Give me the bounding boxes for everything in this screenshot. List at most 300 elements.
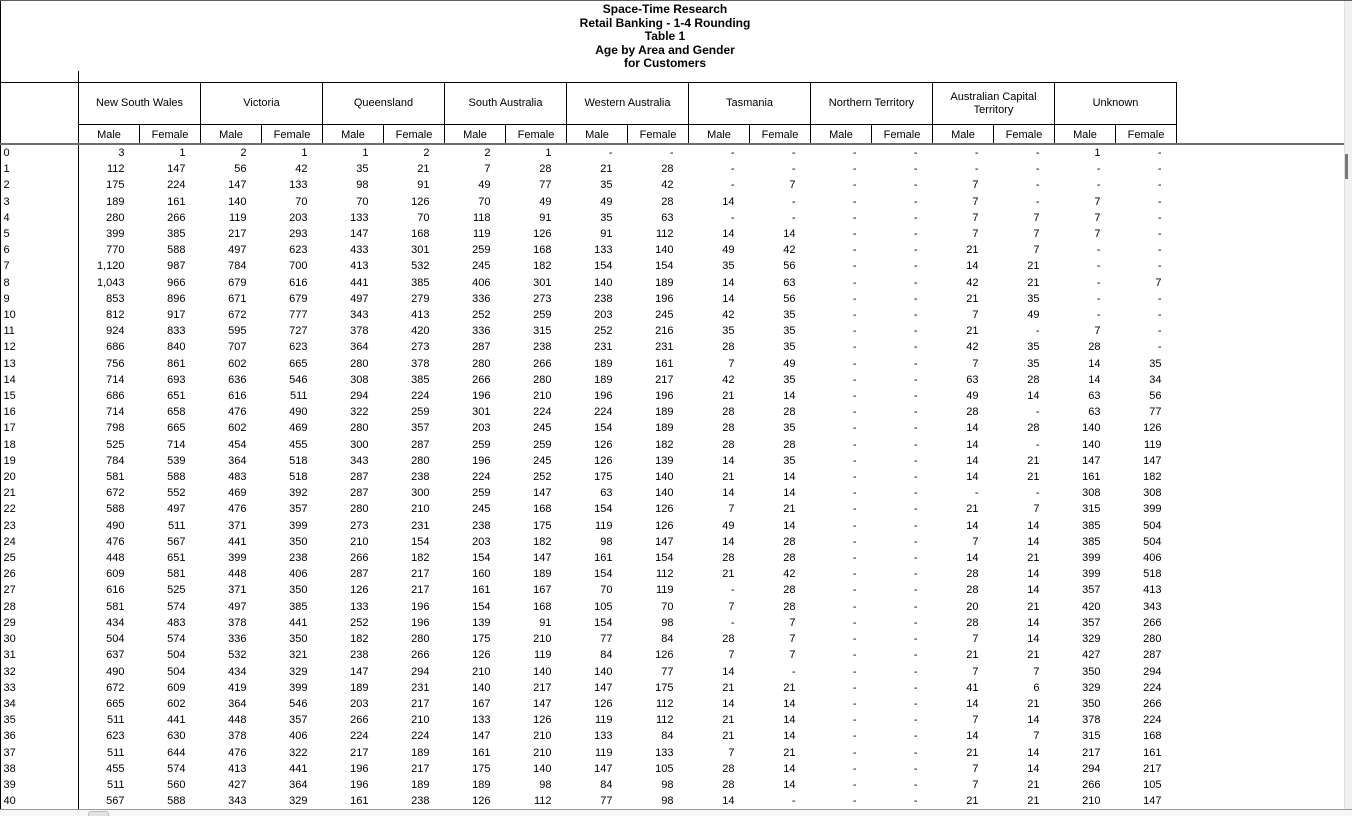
value-cell: 217 (411, 697, 430, 710)
value-cell: - (913, 519, 918, 532)
table-row (1, 728, 1177, 744)
value-cell: 588 (106, 503, 125, 516)
value-cell: 371 (228, 519, 247, 532)
value-cell: 385 (1082, 535, 1101, 548)
value-cell: 329 (1082, 633, 1101, 646)
value-cell: 651 (167, 552, 186, 565)
value-cell: 126 (1143, 422, 1162, 435)
value-cell: 21 (1027, 454, 1040, 467)
value-cell: 175 (106, 179, 125, 192)
value-cell: 322 (289, 746, 308, 759)
value-cell: 14 (966, 519, 979, 532)
value-cell: - (791, 665, 796, 678)
value-cell: 203 (472, 535, 491, 548)
value-cell: - (1035, 406, 1040, 419)
value-cell: 175 (655, 681, 674, 694)
value-cell: 14 (1027, 714, 1040, 727)
value-cell: 343 (350, 309, 369, 322)
value-cell: 7 (1094, 195, 1101, 208)
value-cell: 210 (350, 535, 369, 548)
value-cell: 105 (594, 600, 613, 613)
value-cell: 161 (594, 552, 613, 565)
value-cell: 28 (783, 438, 796, 451)
value-cell: - (913, 697, 918, 710)
value-cell: 14 (783, 390, 796, 403)
value-cell: 210 (411, 503, 430, 516)
value-cell: 140 (594, 276, 613, 289)
value-cell: 518 (1143, 568, 1162, 581)
value-cell: 679 (228, 276, 247, 289)
value-cell: 14 (966, 438, 979, 451)
value-cell: 727 (289, 325, 308, 338)
gender-subheader: Female (750, 125, 811, 146)
value-cell: 133 (594, 244, 613, 257)
value-cell: 14 (1027, 616, 1040, 629)
value-cell: 560 (167, 778, 186, 791)
value-cell: - (913, 390, 918, 403)
value-cell: 280 (472, 357, 491, 370)
value-cell: 189 (655, 422, 674, 435)
value-cell: 427 (228, 778, 247, 791)
value-cell: 3 (118, 147, 125, 159)
value-cell: 406 (289, 568, 308, 581)
value-cell: 216 (655, 325, 674, 338)
table-row (1, 566, 1177, 582)
value-cell: - (1096, 179, 1101, 192)
value-cell: 245 (533, 422, 552, 435)
value-cell: - (913, 325, 918, 338)
value-cell: 238 (594, 292, 613, 305)
value-cell: 574 (167, 633, 186, 646)
value-cell: 546 (289, 373, 308, 386)
value-cell: - (1157, 341, 1162, 354)
value-cell: 798 (106, 422, 125, 435)
age-label: 3 (3, 195, 10, 208)
age-label: 29 (3, 616, 16, 629)
value-cell: 98 (661, 778, 674, 791)
value-cell: 175 (472, 633, 491, 646)
value-cell: 315 (1082, 503, 1101, 516)
value-cell: 245 (533, 454, 552, 467)
age-label: 36 (3, 730, 16, 743)
value-cell: 504 (106, 633, 125, 646)
value-cell: 287 (472, 341, 491, 354)
value-cell: 966 (167, 276, 186, 289)
value-cell: 833 (167, 325, 186, 338)
value-cell: 147 (1143, 454, 1162, 467)
value-cell: 455 (106, 762, 125, 775)
age-column-rule (78, 71, 79, 810)
age-label: 33 (3, 681, 16, 694)
value-cell: 476 (228, 503, 247, 516)
value-cell: 301 (533, 276, 552, 289)
value-cell: 119 (594, 746, 613, 759)
value-cell: 532 (228, 649, 247, 662)
value-cell: 231 (594, 341, 613, 354)
value-cell: 644 (167, 746, 186, 759)
value-cell: 623 (289, 341, 308, 354)
age-label: 7 (3, 260, 10, 273)
age-label: 8 (3, 276, 10, 289)
value-cell: 147 (533, 697, 552, 710)
value-cell: 511 (106, 778, 125, 791)
value-cell: 14 (722, 487, 735, 500)
value-cell: 7 (972, 535, 979, 548)
value-cell: 7 (972, 309, 979, 322)
value-cell: - (1157, 195, 1162, 208)
value-cell: 238 (411, 795, 430, 808)
value-cell: - (852, 584, 857, 597)
value-cell: 777 (289, 309, 308, 322)
value-cell: 140 (655, 244, 674, 257)
value-cell: - (791, 147, 796, 159)
value-cell: 350 (1082, 665, 1101, 678)
horizontal-scrollbar[interactable] (0, 809, 1352, 816)
value-cell: - (852, 341, 857, 354)
value-cell: 420 (1082, 600, 1101, 613)
value-cell: 686 (106, 390, 125, 403)
value-cell: 28 (661, 195, 674, 208)
value-cell: 476 (228, 746, 247, 759)
value-cell: 161 (167, 195, 186, 208)
value-cell: 280 (1143, 633, 1162, 646)
value-cell: 28 (966, 406, 979, 419)
value-cell: 196 (655, 292, 674, 305)
value-cell: - (913, 406, 918, 419)
value-cell: 7 (789, 616, 796, 629)
value-cell: 154 (655, 260, 674, 273)
value-cell: 7 (972, 357, 979, 370)
value-cell: - (852, 552, 857, 565)
value-cell: 217 (411, 584, 430, 597)
value-cell: - (730, 616, 735, 629)
value-cell: 168 (533, 600, 552, 613)
value-cell: 14 (1027, 535, 1040, 548)
value-cell: 1 (1094, 147, 1101, 159)
value-cell: 1 (301, 147, 308, 159)
vertical-scrollbar-thumb[interactable] (1345, 154, 1348, 179)
value-cell: 378 (411, 357, 430, 370)
value-cell: 588 (167, 795, 186, 808)
value-cell: 364 (228, 454, 247, 467)
value-cell: 154 (594, 422, 613, 435)
value-cell: 154 (472, 552, 491, 565)
value-cell: 231 (411, 519, 430, 532)
value-cell: 7 (1094, 325, 1101, 338)
value-cell: 147 (1143, 795, 1162, 808)
value-cell: 665 (167, 422, 186, 435)
value-cell: 581 (106, 600, 125, 613)
area-group-header: Tasmania (689, 83, 811, 125)
value-cell: 14 (1027, 390, 1040, 403)
value-cell: - (1096, 244, 1101, 257)
value-cell: 266 (167, 211, 186, 224)
age-column-header (1, 83, 79, 146)
horizontal-scrollbar-thumb[interactable] (88, 811, 109, 816)
value-cell: 112 (655, 714, 674, 727)
value-cell: 77 (1149, 406, 1162, 419)
value-cell: - (1157, 292, 1162, 305)
value-cell: - (1096, 309, 1101, 322)
value-cell: 840 (167, 341, 186, 354)
value-cell: 84 (600, 778, 613, 791)
value-cell: 266 (472, 373, 491, 386)
value-cell: 245 (472, 260, 491, 273)
value-cell: - (852, 195, 857, 208)
table-left-border (0, 1, 1, 810)
value-cell: 672 (106, 487, 125, 500)
value-cell: - (791, 195, 796, 208)
value-cell: 14 (966, 697, 979, 710)
value-cell: 63 (1088, 406, 1101, 419)
age-label: 1 (3, 163, 10, 176)
value-cell: 140 (1082, 422, 1101, 435)
value-cell: 7 (789, 179, 796, 192)
value-cell: 651 (167, 390, 186, 403)
value-cell: 196 (472, 390, 491, 403)
value-cell: - (913, 730, 918, 743)
age-label: 35 (3, 714, 16, 727)
value-cell: 280 (106, 211, 125, 224)
value-cell: 399 (289, 681, 308, 694)
value-cell: 287 (350, 568, 369, 581)
value-cell: 1,043 (96, 276, 125, 289)
value-cell: - (913, 244, 918, 257)
value-cell: 98 (661, 616, 674, 629)
value-cell: - (852, 714, 857, 727)
value-cell: - (913, 179, 918, 192)
value-cell: 217 (350, 746, 369, 759)
value-cell: - (1157, 244, 1162, 257)
value-cell: - (913, 665, 918, 678)
value-cell: - (852, 276, 857, 289)
value-cell: - (913, 762, 918, 775)
value-cell: - (1035, 195, 1040, 208)
table-row (1, 712, 1177, 728)
value-cell: 14 (966, 730, 979, 743)
value-cell: 49 (722, 519, 735, 532)
value-cell: 28 (661, 163, 674, 176)
value-cell: 56 (783, 292, 796, 305)
value-cell: 308 (1143, 487, 1162, 500)
value-cell: 63 (783, 276, 796, 289)
value-cell: 28 (722, 341, 735, 354)
value-cell: 433 (350, 244, 369, 257)
value-cell: 224 (350, 730, 369, 743)
age-label: 23 (3, 519, 16, 532)
value-cell: - (913, 487, 918, 500)
value-cell: 35 (783, 373, 796, 386)
value-cell: 609 (167, 681, 186, 694)
value-cell: 623 (289, 244, 308, 257)
table-row (1, 664, 1177, 680)
value-cell: - (913, 600, 918, 613)
age-label: 22 (3, 503, 16, 516)
value-cell: - (913, 616, 918, 629)
value-cell: 210 (533, 633, 552, 646)
vertical-scrollbar[interactable] (1344, 1, 1352, 810)
value-cell: 21 (966, 746, 979, 759)
value-cell: 602 (228, 422, 247, 435)
value-cell: 616 (106, 584, 125, 597)
value-cell: 49 (1027, 309, 1040, 322)
value-cell: 497 (228, 600, 247, 613)
value-cell: 91 (600, 228, 613, 241)
value-cell: 266 (350, 552, 369, 565)
age-label: 14 (3, 373, 16, 386)
value-cell: 56 (1149, 390, 1162, 403)
value-cell: 441 (289, 616, 308, 629)
value-cell: 294 (1143, 665, 1162, 678)
value-cell: 217 (533, 681, 552, 694)
value-cell: 147 (167, 163, 186, 176)
value-cell: 518 (289, 471, 308, 484)
value-cell: 21 (722, 471, 735, 484)
value-cell: 35 (600, 179, 613, 192)
value-cell: 35 (600, 211, 613, 224)
value-cell: 357 (1082, 584, 1101, 597)
value-cell: 861 (167, 357, 186, 370)
age-label: 38 (3, 762, 16, 775)
value-cell: 133 (350, 600, 369, 613)
value-cell: 133 (655, 746, 674, 759)
value-cell: - (913, 260, 918, 273)
value-cell: 7 (972, 778, 979, 791)
value-cell: 167 (533, 584, 552, 597)
value-cell: 343 (1143, 600, 1162, 613)
value-cell: - (852, 244, 857, 257)
value-cell: 7 (728, 600, 735, 613)
value-cell: 413 (1143, 584, 1162, 597)
value-cell: 196 (350, 778, 369, 791)
value-cell: 329 (1082, 681, 1101, 694)
value-cell: - (730, 211, 735, 224)
value-cell: 448 (228, 714, 247, 727)
value-cell: - (852, 422, 857, 435)
value-cell: 35 (783, 309, 796, 322)
value-cell: 7 (1094, 228, 1101, 241)
value-cell: 182 (411, 552, 430, 565)
value-cell: 455 (289, 438, 308, 451)
value-cell: 252 (594, 325, 613, 338)
value-cell: - (913, 373, 918, 386)
value-cell: 21 (722, 714, 735, 727)
table-row (1, 793, 1177, 809)
value-cell: 14 (966, 260, 979, 273)
value-cell: 546 (289, 697, 308, 710)
table-row (1, 372, 1177, 388)
value-cell: 588 (167, 471, 186, 484)
value-cell: 686 (106, 341, 125, 354)
value-cell: 70 (295, 195, 308, 208)
value-cell: 14 (783, 762, 796, 775)
value-cell: 28 (722, 552, 735, 565)
value-cell: 616 (289, 276, 308, 289)
value-cell: 350 (289, 584, 308, 597)
value-cell: 518 (289, 454, 308, 467)
value-cell: 49 (722, 244, 735, 257)
value-cell: 14 (1027, 762, 1040, 775)
value-cell: 189 (411, 746, 430, 759)
value-cell: - (913, 681, 918, 694)
age-label: 4 (3, 211, 10, 224)
value-cell: 21 (1027, 778, 1040, 791)
value-cell: 21 (417, 163, 430, 176)
value-cell: 7 (1155, 276, 1162, 289)
value-cell: 28 (722, 422, 735, 435)
value-cell: 1 (179, 147, 186, 159)
gender-subheader: Male (1055, 125, 1116, 146)
value-cell: 28 (966, 568, 979, 581)
value-cell: 693 (167, 373, 186, 386)
value-cell: - (852, 681, 857, 694)
value-cell: 784 (106, 454, 125, 467)
value-cell: 308 (350, 373, 369, 386)
value-cell: 448 (106, 552, 125, 565)
value-cell: 28 (722, 406, 735, 419)
value-cell: 231 (655, 341, 674, 354)
value-cell: 217 (1143, 762, 1162, 775)
value-cell: 7 (1033, 730, 1040, 743)
value-cell: 35 (783, 341, 796, 354)
value-cell: - (852, 309, 857, 322)
gender-subheader: Female (140, 125, 201, 146)
value-cell: 139 (655, 454, 674, 467)
value-cell: 671 (228, 292, 247, 305)
value-cell: 84 (600, 649, 613, 662)
value-cell: 259 (472, 244, 491, 257)
value-cell: 504 (1143, 519, 1162, 532)
value-cell: 224 (411, 390, 430, 403)
value-cell: 70 (356, 195, 369, 208)
value-cell: - (852, 471, 857, 484)
value-cell: - (852, 730, 857, 743)
value-cell: 329 (289, 795, 308, 808)
value-cell: - (913, 195, 918, 208)
value-cell: - (1157, 163, 1162, 176)
value-cell: 126 (533, 228, 552, 241)
value-cell: 511 (106, 746, 125, 759)
value-cell: 224 (533, 406, 552, 419)
value-cell: 189 (533, 568, 552, 581)
value-cell: 1 (545, 147, 552, 159)
value-cell: 77 (539, 179, 552, 192)
table-row (1, 161, 1177, 177)
value-cell: - (852, 211, 857, 224)
value-cell: - (1035, 163, 1040, 176)
age-label: 15 (3, 390, 16, 403)
value-cell: 238 (350, 649, 369, 662)
value-cell: - (913, 535, 918, 548)
value-cell: 147 (350, 665, 369, 678)
value-cell: 301 (411, 244, 430, 257)
value-cell: 1 (362, 147, 369, 159)
value-cell: - (669, 147, 674, 159)
value-cell: 7 (1033, 503, 1040, 516)
value-cell: 371 (228, 584, 247, 597)
gender-subheader: Female (872, 125, 933, 146)
value-cell: 126 (655, 519, 674, 532)
value-cell: 119 (228, 211, 247, 224)
value-cell: 574 (167, 600, 186, 613)
value-cell: - (913, 746, 918, 759)
value-cell: - (1096, 276, 1101, 289)
value-cell: - (913, 341, 918, 354)
table-row (1, 777, 1177, 793)
value-cell: 49 (478, 179, 491, 192)
value-cell: 35 (783, 422, 796, 435)
value-cell: 917 (167, 309, 186, 322)
